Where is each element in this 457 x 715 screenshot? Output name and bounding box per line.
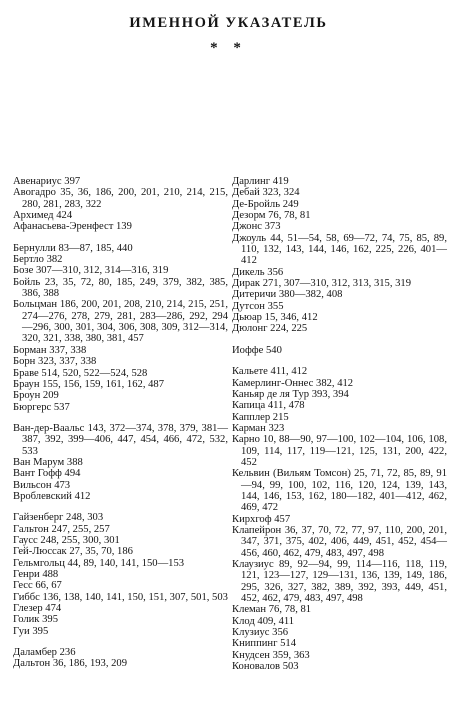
- entry-pages: 143, 372—374, 378, 379, 381—387, 392, 399—406, 447, 454, 466, 472, 532, 533: [22, 422, 228, 457]
- entry-pages: 271, 307—310, 312, 313, 315, 319: [262, 278, 412, 290]
- entry-name: Броун: [13, 390, 41, 402]
- index-entry: [232, 661, 447, 672]
- index-entry: [13, 390, 228, 401]
- entry-name: Дирак: [232, 278, 261, 290]
- entry-name: Гаусс: [13, 534, 38, 546]
- entry-name: Ван-дер-Ваальс: [13, 422, 85, 434]
- index-entry: [13, 243, 228, 254]
- entry-name: Дитеричи: [232, 289, 277, 301]
- entry-name: Бертло: [13, 254, 44, 266]
- entry-pages: 248, 255, 300, 301: [40, 534, 120, 546]
- entry-pages: 395: [42, 614, 58, 626]
- index-entry: [13, 626, 228, 637]
- letter-group-gap: [232, 335, 447, 345]
- entry-name: Афанасьева-Эренфест: [13, 221, 114, 233]
- entry-pages: 76, 78, 81: [268, 604, 312, 616]
- entry-pages: 186, 200, 201, 208, 210, 214, 215, 251, 274—276, 278, 279, 281, 283—286, 292, 294—296, 300, 301, 304, 306, 308, 309, 312—314, 320, 321, 338, 380, 381, 457: [22, 299, 228, 345]
- entry-pages: 36, 37, 70, 72, 77, 97, 110, 200, 201, 347, 371, 375, 402, 406, 449, 451, 452, 454—456, 460, 462, 479, 483, 497, 498: [241, 524, 447, 559]
- index-entry: [232, 199, 447, 210]
- entry-pages: 23, 35, 72, 80, 185, 249, 379, 382, 385, 386, 388: [22, 276, 228, 300]
- entry-pages: 76, 78, 81: [268, 210, 311, 222]
- index-entry: [13, 603, 228, 614]
- entry-name: Бозе: [13, 265, 34, 277]
- entry-pages: 382, 412: [316, 377, 354, 389]
- entry-name: Глезер: [13, 603, 43, 615]
- index-entry: [13, 546, 228, 557]
- entry-pages: 25, 71, 72, 85, 89, 91—94, 99, 100, 102, 116, 120, 124, 139, 143, 144, 146, 153, 162, 180—182, 401—412, 462, 469, 472: [241, 468, 447, 514]
- right-index-column: [232, 176, 447, 672]
- entry-pages: 540: [265, 344, 282, 356]
- entry-name: Даламбер: [13, 647, 57, 659]
- entry-pages: 139: [116, 221, 132, 233]
- index-title: ИМЕННОЙ УКАЗАТЕЛЬ: [129, 15, 328, 31]
- index-entry: [13, 299, 228, 344]
- index-entry: [232, 400, 447, 411]
- entry-name: Дикель: [232, 266, 265, 278]
- entry-pages: 323: [268, 422, 285, 434]
- entry-pages: 136, 138, 140, 141, 150, 151, 307, 501, 503: [42, 591, 228, 603]
- entry-name: Карман: [232, 422, 266, 434]
- index-entry: [232, 514, 447, 525]
- entry-pages: 36, 186, 193, 209: [52, 658, 128, 670]
- index-entry: [232, 312, 447, 323]
- index-entry: [13, 176, 228, 187]
- index-entry: [13, 402, 228, 413]
- entry-pages: 397: [64, 176, 81, 187]
- index-entry: [13, 368, 228, 379]
- entry-name: Карно: [232, 434, 260, 446]
- entry-pages: 247, 255, 257: [51, 523, 110, 535]
- entry-pages: 224, 225: [270, 323, 308, 335]
- index-entry: [232, 289, 447, 300]
- index-entry: [232, 525, 447, 559]
- entry-pages: 35, 36, 186, 200, 201, 210, 214, 215, 280, 281, 283, 322: [22, 187, 228, 210]
- entry-name: Авенариус: [13, 176, 62, 187]
- index-entry: [13, 254, 228, 265]
- entry-name: Дезорм: [232, 210, 266, 222]
- entry-pages: 83—87, 185, 440: [58, 242, 133, 254]
- entry-name: Клапейрон: [232, 524, 282, 536]
- entry-name: Бернулли: [13, 242, 56, 254]
- entry-name: Джоуль: [232, 232, 267, 244]
- index-entry: [13, 524, 228, 535]
- entry-pages: 44, 51—54, 58, 69—72, 74, 75, 85, 89, 110, 132, 143, 144, 146, 162, 225, 226, 401—412: [241, 232, 447, 267]
- index-entry: [13, 569, 228, 580]
- index-entry: [13, 614, 228, 625]
- entry-name: Борн: [13, 356, 36, 368]
- index-entry: [232, 650, 447, 661]
- index-entry: [13, 187, 228, 210]
- entry-name: Вроблевский: [13, 490, 72, 502]
- index-entry: [232, 210, 447, 221]
- entry-name: Кельвин (Вильям Томсон): [232, 468, 351, 480]
- index-entry: [232, 412, 447, 423]
- entry-pages: 10, 88—90, 97—100, 102—104, 106, 108, 109, 114, 117, 119—121, 125, 131, 200, 422, 452: [241, 434, 447, 468]
- entry-name: Гельмгольц: [13, 557, 65, 569]
- entry-name: Бюргерс: [13, 401, 52, 413]
- entry-name: Гей-Люссак: [13, 546, 67, 558]
- entry-pages: 411, 478: [267, 400, 305, 412]
- entry-pages: 537: [53, 401, 70, 413]
- entry-name: Дутсон: [232, 300, 265, 312]
- index-entry: [232, 434, 447, 468]
- entry-name: Книппинг: [232, 638, 278, 650]
- entry-pages: 488: [42, 569, 59, 580]
- entry-pages: 155, 156, 159, 161, 162, 487: [42, 378, 164, 390]
- index-entry: [13, 512, 228, 523]
- entry-pages: 236: [59, 647, 76, 659]
- entry-name: Гуи: [13, 625, 30, 637]
- index-entry: [13, 265, 228, 276]
- index-entry: [13, 221, 228, 232]
- index-entry: [232, 559, 447, 604]
- entry-pages: 355: [267, 300, 284, 312]
- entry-pages: 514, 520, 522—524, 528: [41, 367, 148, 379]
- entry-pages: 359, 363: [272, 649, 310, 661]
- entry-pages: 215: [272, 411, 289, 423]
- letter-group-gap: [13, 233, 228, 243]
- entry-name: Иоффе: [232, 344, 264, 356]
- index-entry: [13, 480, 228, 491]
- index-entry: [13, 277, 228, 300]
- index-entry: [13, 658, 228, 669]
- entry-pages: 382: [46, 254, 63, 266]
- entry-pages: 89, 92—94, 99, 114—116, 118, 119, 121, 123—127, 129—131, 136, 139, 149, 186, 295, 326, 327, 382, 389, 392, 393, 449, 451, 452, 462, 479, 483, 497, 498: [241, 559, 447, 605]
- entry-pages: 307—310, 312, 314—316, 319: [35, 265, 169, 277]
- entry-name: Дарлинг: [232, 176, 271, 187]
- entry-name: Браун: [13, 378, 40, 390]
- entry-pages: 412: [74, 490, 91, 502]
- index-entry: [232, 233, 447, 267]
- index-entry: [232, 323, 447, 334]
- entry-pages: 393, 394: [311, 388, 349, 400]
- title-ornament: * *: [210, 40, 247, 56]
- entry-name: Браве: [13, 367, 39, 379]
- index-entry: [13, 379, 228, 390]
- entry-pages: 380—382, 408: [278, 289, 343, 301]
- entry-name: Дальтон: [13, 658, 51, 670]
- letter-group-gap: [232, 356, 447, 366]
- entry-name: Коновалов: [232, 661, 281, 673]
- entry-name: Клод: [232, 615, 255, 627]
- index-entry: [232, 366, 447, 377]
- entry-pages: 457: [274, 513, 291, 525]
- index-entry: [232, 423, 447, 434]
- entry-pages: 494: [64, 468, 81, 480]
- letter-group-gap: [13, 502, 228, 512]
- entry-pages: 411, 412: [270, 366, 308, 378]
- entry-name: Капплер: [232, 411, 271, 423]
- left-index-column: [13, 176, 228, 670]
- entry-name: Кирхгоф: [232, 513, 272, 525]
- entry-pages: 356: [267, 266, 284, 278]
- entry-name: Гесс: [13, 580, 33, 592]
- index-entry: [13, 210, 228, 221]
- index-entry: [13, 558, 228, 569]
- index-entry: [232, 221, 447, 232]
- entry-name: Клеман: [232, 604, 267, 616]
- entry-pages: 323, 324: [262, 187, 300, 199]
- entry-name: Клаузиус: [232, 559, 274, 570]
- entry-pages: 337, 338: [49, 344, 87, 356]
- index-entry: [13, 535, 228, 546]
- index-entry: [13, 423, 228, 457]
- index-entry: [13, 592, 228, 603]
- entry-pages: 249: [282, 198, 299, 210]
- entry-name: Гайзенберг: [13, 512, 64, 524]
- entry-pages: 27, 35, 70, 186: [69, 546, 133, 558]
- entry-pages: 15, 346, 412: [264, 312, 318, 324]
- entry-pages: 66, 67: [35, 580, 62, 592]
- entry-pages: 409, 411: [257, 615, 295, 627]
- entry-pages: 395: [32, 625, 49, 637]
- entry-pages: 248, 303: [66, 512, 104, 524]
- index-entry: [13, 647, 228, 658]
- index-entry: [232, 468, 447, 513]
- index-entry: [232, 604, 447, 615]
- entry-name: Капица: [232, 400, 266, 412]
- entry-name: Голик: [13, 614, 40, 626]
- entry-pages: 514: [280, 638, 296, 650]
- entry-name: Вант Гофф: [13, 468, 62, 480]
- index-entry: [13, 491, 228, 502]
- index-entry: [13, 457, 228, 468]
- entry-pages: 474: [45, 603, 62, 615]
- index-entry: [232, 278, 447, 289]
- entry-name: Кальете: [232, 366, 268, 378]
- entry-name: Клузиус: [232, 627, 270, 639]
- entry-name: Генри: [13, 569, 40, 580]
- entry-name: Борман: [13, 344, 47, 356]
- entry-name: Дюлонг: [232, 323, 268, 335]
- entry-name: Джонс: [232, 221, 262, 233]
- entry-name: Кнудсен: [232, 649, 270, 661]
- entry-pages: 44, 89, 140, 141, 150—153: [67, 557, 185, 569]
- entry-name: Камерлинг-Оннес: [232, 377, 314, 389]
- entry-pages: 373: [264, 221, 281, 233]
- entry-pages: 473: [54, 479, 71, 491]
- index-entry: [232, 389, 447, 400]
- entry-name: Гиббс: [13, 591, 40, 603]
- index-entry: [13, 580, 228, 591]
- index-entry: [232, 267, 447, 278]
- entry-pages: 503: [282, 661, 299, 673]
- index-entry: [232, 627, 447, 638]
- entry-name: Де-Бройль: [232, 198, 281, 210]
- entry-name: Гальтон: [13, 523, 49, 535]
- index-entry: [13, 468, 228, 479]
- index-entry: [232, 187, 447, 198]
- index-entry: [232, 301, 447, 312]
- entry-pages: 356: [272, 627, 289, 639]
- entry-name: Больцман: [13, 299, 58, 311]
- entry-pages: 323, 337, 338: [38, 356, 97, 368]
- letter-group-gap: [13, 637, 228, 647]
- entry-name: Каньяр де ля Тур: [232, 388, 310, 400]
- index-entry: [13, 345, 228, 356]
- index-entry: [232, 378, 447, 389]
- entry-pages: 424: [56, 210, 73, 222]
- letter-group-gap: [13, 413, 228, 423]
- index-entry: [13, 356, 228, 367]
- entry-pages: 419: [272, 176, 289, 187]
- index-entry: [232, 345, 447, 356]
- entry-pages: 388: [66, 456, 83, 468]
- index-entry: [232, 176, 447, 187]
- entry-name: Ван Марум: [13, 456, 65, 468]
- entry-name: Бойль: [13, 276, 41, 288]
- entry-pages: 209: [42, 390, 59, 402]
- entry-name: Вильсон: [13, 479, 52, 491]
- entry-name: Авогадро: [13, 187, 56, 199]
- entry-name: Архимед: [13, 210, 54, 222]
- index-entry: [232, 616, 447, 627]
- index-entry: [232, 638, 447, 649]
- entry-name: Дебай: [232, 187, 260, 199]
- entry-name: Дьюар: [232, 312, 262, 324]
